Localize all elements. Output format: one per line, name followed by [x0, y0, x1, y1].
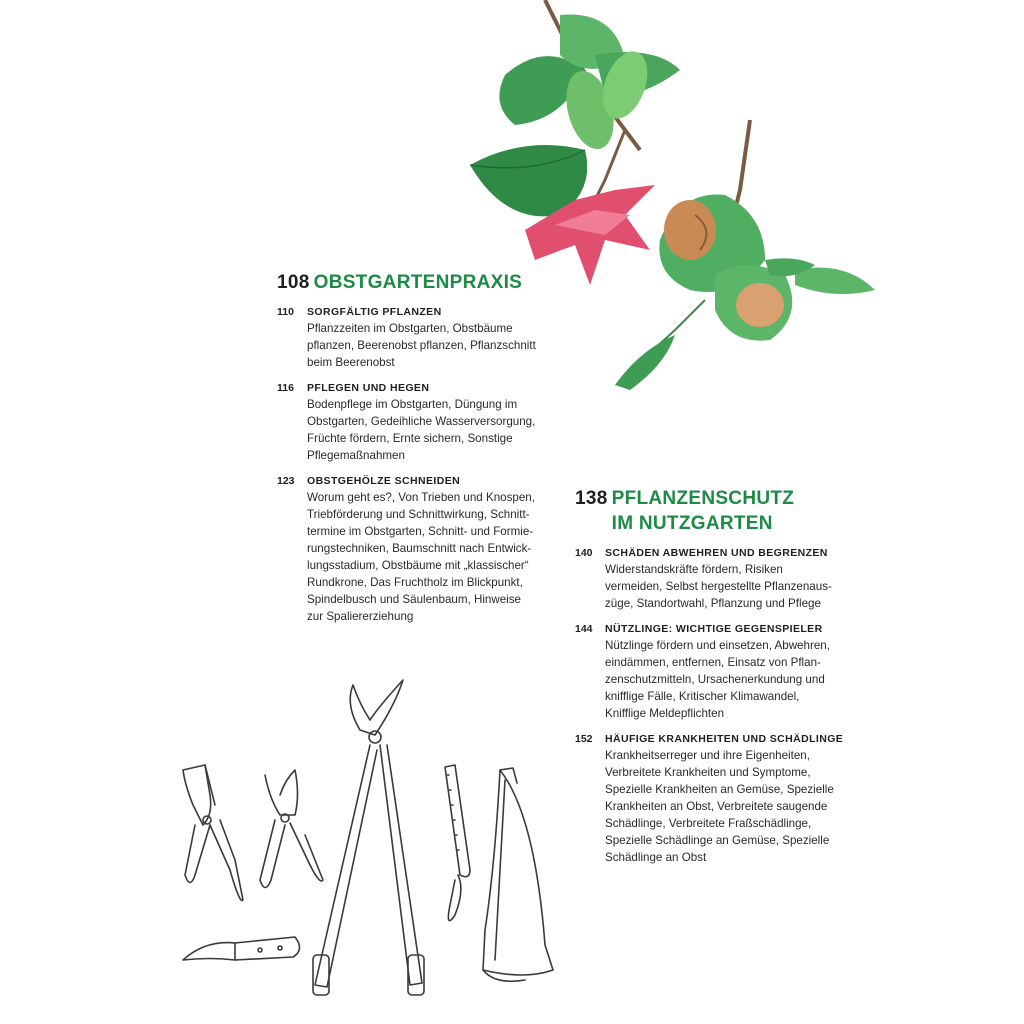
pruning-shears-icon — [183, 765, 243, 901]
section-obstgartenpraxis — [277, 270, 567, 625]
toc-entry — [277, 381, 567, 464]
entry-title: SCHÄDEN ABWEHREN UND BEGRENZEN — [605, 547, 828, 559]
bypass-shears-icon — [260, 770, 323, 888]
entry-page-number: 152 — [575, 733, 593, 745]
entry-page-number: 110 — [277, 306, 294, 318]
entry-title: OBSTGEHÖLZE SCHNEIDEN — [307, 475, 461, 487]
section-page-number: 108 — [277, 272, 310, 293]
entry-text: Worum geht es?, Von Trieben und Knospen, Triebförderung und Schnittwirkung, Schnitt- termine im Obstgarten, Schnitt- und Formie- rungstechniken, Baumschnitt nach Entwick- lungsstadium, Obstbäume mit „klassischer“ Rundkrone, Das Fruchtholz im Blickpunkt, Spindelbusch und Säulenbaum, Hinweise zur Spaliererziehung — [307, 491, 535, 623]
entry-text: Krankheitserreger und ihre Eigenheiten, Verbreitete Krankheiten und Symptome, Spezielle Krankheiten an Gemüse, Spezielle Krankheiten an Obst, Verbreitete saugende Schädlinge, Verbreitete Fraßschädlinge, Spezielle Schädlinge an Gemüse, Spezielle Schädlinge an Obst — [605, 749, 834, 864]
entry-text: Pflanzzeiten im Obstgarten, Obstbäume pflanzen, Beerenobst pflanzen, Pflanzschnitt beim Beerenobst — [307, 322, 536, 369]
entry-text: Nützlinge fördern und einsetzen, Abwehren, eindämmen, entfernen, Einsatz von Pflan- zenschutzmitteln, Ursachenerkundung und knifflige Fälle, Kritischer Klimawandel, Knifflige Meldepflichten — [605, 639, 830, 720]
section-heading — [277, 270, 567, 295]
bow-saw-icon — [483, 768, 553, 981]
section-page-number: 138 — [575, 488, 608, 509]
entry-page-number: 140 — [575, 547, 593, 559]
entry-page-number: 144 — [575, 623, 593, 635]
toc-entry — [575, 546, 875, 612]
entry-title: SORGFÄLTIG PFLANZEN — [307, 306, 442, 318]
entry-title: NÜTZLINGE: WICHTIGE GEGENSPIELER — [605, 623, 823, 635]
folding-saw-icon — [445, 765, 470, 921]
toc-entry — [575, 732, 875, 866]
toc-entry — [277, 305, 567, 371]
section-title: OBSTGARTENPRAXIS — [313, 272, 523, 293]
section-title: PFLANZENSCHUTZ IM NUTZGARTEN — [611, 488, 795, 534]
pruning-knife-icon — [183, 937, 300, 960]
entry-page-number: 116 — [277, 382, 294, 394]
garden-tools-icon — [165, 675, 565, 1020]
section-pflanzenschutz — [575, 486, 875, 866]
toc-entry — [575, 622, 875, 722]
entry-text: Widerstandskräfte fördern, Risiken vermeiden, Selbst hergestellte Pflanzenaus- züge, Standortwahl, Pflanzung und Pflege — [605, 563, 832, 610]
loppers-icon — [313, 680, 424, 995]
entry-page-number: 123 — [277, 475, 295, 487]
entry-title: HÄUFIGE KRANKHEITEN UND SCHÄDLINGE — [605, 733, 844, 745]
entry-title: PFLEGEN UND HEGEN — [307, 382, 430, 394]
section-heading — [575, 486, 875, 536]
toc-entry — [277, 474, 567, 625]
entry-text: Bodenpflege im Obstgarten, Düngung im Obstgarten, Gedeihliche Wasserversorgung, Früchte fördern, Ernte sichern, Sonstige Pflegemaßnahmen — [307, 398, 536, 462]
